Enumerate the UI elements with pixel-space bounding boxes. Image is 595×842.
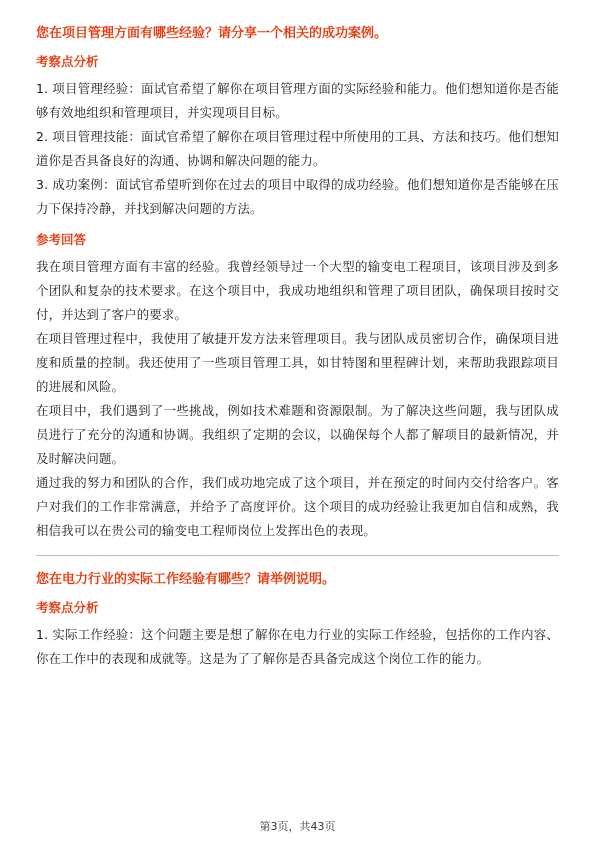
question-title-1: 您在项目管理方面有哪些经验？请分享一个相关的成功案例。 <box>36 26 388 41</box>
page-number-footer: 第3页，共43页 <box>259 820 336 833</box>
question-section-2 <box>36 570 559 671</box>
answer-paragraph-1: 我在项目管理方面有丰富的经验。我曾经领导过一个大型的输变电工程项目，该项目涉及到多个团队和复杂的技术要求。在这个项目中，我成功地组织和管理了项目团队，确保项目按时交付，并达到了客户的要求。 <box>36 259 559 322</box>
question-section-1 <box>36 24 559 543</box>
analysis-point-1: 1. 实际工作经验：这个问题主要是想了解你在电力行业的实际工作经验，包括你的工作内容、你在工作中的表现和成就等。这是为了了解你是否具备完成这个岗位工作的能力。 <box>36 627 559 666</box>
analysis-heading-2: 考察点分析 <box>36 600 99 615</box>
spacer <box>36 221 559 231</box>
section-divider <box>36 555 559 556</box>
analysis-point-2: 2. 项目管理技能：面试官希望了解你在项目管理过程中所使用的工具、方法和技巧。他们想知道你是否具备良好的沟通、协调和解决问题的能力。 <box>36 129 559 168</box>
answer-paragraph-2: 在项目管理过程中，我使用了敏捷开发方法来管理项目。我与团队成员密切合作，确保项目进度和质量的控制。我还使用了一些项目管理工具，如甘特图和里程碑计划，来帮助我跟踪项目的进展和风险。 <box>36 331 559 394</box>
analysis-heading-1: 考察点分析 <box>36 54 99 69</box>
question-title-2: 您在电力行业的实际工作经验有哪些？请举例说明。 <box>36 572 336 587</box>
analysis-point-3: 3. 成功案例：面试官希望听到你在过去的项目中取得的成功经验。他们想知道你是否能够在压力下保持冷静，并找到解决问题的方法。 <box>36 177 559 216</box>
answer-heading-1: 参考回答 <box>36 232 87 247</box>
answer-paragraph-3: 在项目中，我们遇到了一些挑战，例如技术难题和资源限制。为了解决这些问题，我与团队成员进行了充分的沟通和协调。我组织了定期的会议，以确保每个人都了解项目的最新情况，并及时解决问题。 <box>36 403 559 466</box>
analysis-point-1: 1. 项目管理经验：面试官希望了解你在项目管理方面的实际经验和能力。他们想知道你是否能够有效地组织和管理项目，并实现项目目标。 <box>36 81 559 120</box>
answer-paragraph-4: 通过我的努力和团队的合作，我们成功地完成了这个项目，并在预定的时间内交付给客户。客户对我们的工作非常满意，并给予了高度评价。这个项目的成功经验让我更加自信和成熟，我相信我可以在贵公司的输变电工程师岗位上发挥出色的表现。 <box>36 475 559 538</box>
